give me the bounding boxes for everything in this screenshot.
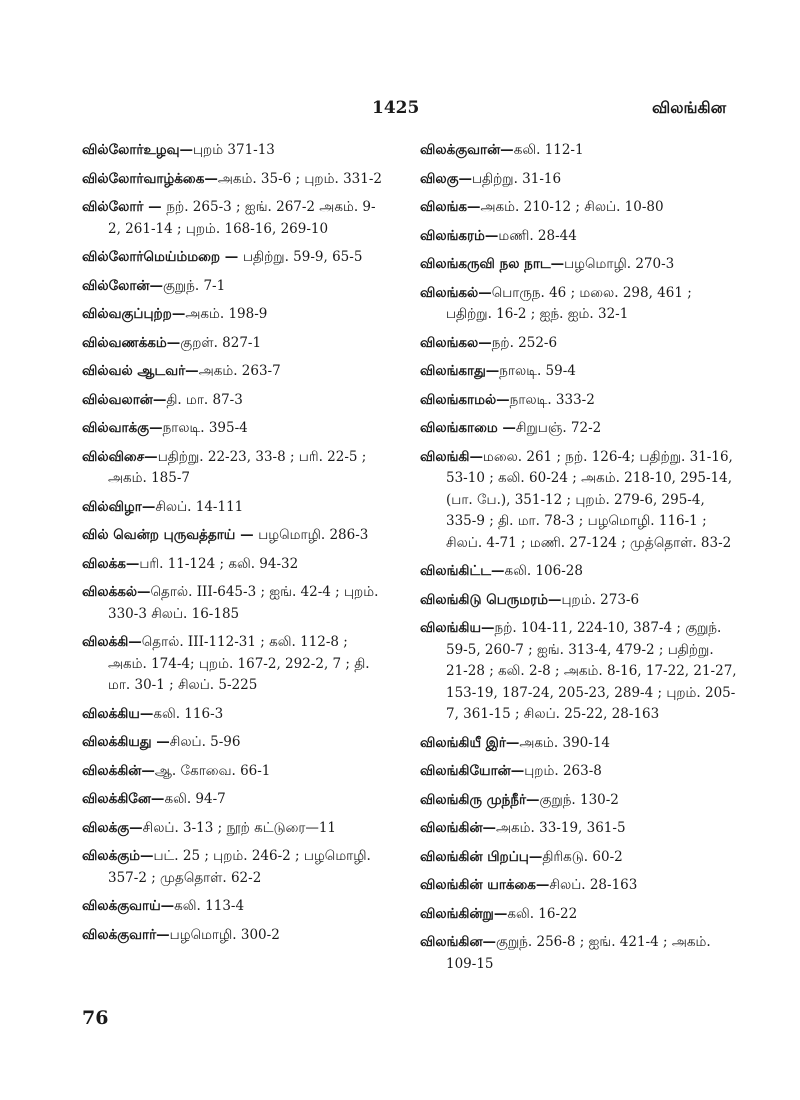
entry-headword: விலங்கிரு முந்நீர்— xyxy=(420,791,540,808)
index-entry xyxy=(420,733,738,755)
entry-headword: விலங்கின்று— xyxy=(420,905,508,922)
index-entry xyxy=(82,140,388,162)
entry-references: பதிற்று. 22-23, 33-8 ; பரி. 22-5 ; அகம். 185-7 xyxy=(108,448,367,486)
entry-headword: விலங்கிடு பெருமரம்— xyxy=(420,591,562,608)
entry-references: கலி. 116-3 xyxy=(153,705,224,722)
entry-headword: விலங்க— xyxy=(420,199,481,215)
entry-references: பதிற்று. 59-9, 65-5 xyxy=(243,249,363,265)
entry-headword: விலக்கியது — xyxy=(82,734,170,750)
index-entry xyxy=(82,169,388,191)
entry-references: திரிகடு. 60-2 xyxy=(542,848,623,865)
entry-references: நாலடி. 333-2 xyxy=(509,391,595,408)
entry-references: சிலப். 28-163 xyxy=(549,877,638,893)
entry-references: சிறுபஞ். 72-2 xyxy=(515,420,602,436)
entry-headword: வில்லோர்மெய்ம்மறை — xyxy=(82,249,243,265)
entry-headword: வில்வல் ஆடவர்— xyxy=(82,363,199,379)
index-entry xyxy=(420,932,738,975)
entry-headword: விலங்காது— xyxy=(420,363,500,379)
entry-headword: விலங்கின் பிறப்பு— xyxy=(420,848,543,865)
entry-references: புறம். 273-6 xyxy=(561,591,640,608)
entry-headword: விலங்கின்— xyxy=(420,820,497,836)
entry-references: நாலடி. 395-4 xyxy=(162,420,248,436)
entry-headword: விலக்குவான்— xyxy=(420,142,514,158)
entry-headword: விலங்கின— xyxy=(420,934,497,950)
index-entry xyxy=(420,618,738,726)
index-entry xyxy=(82,632,388,697)
index-entry xyxy=(420,818,738,840)
entry-references: தொல். III-645-3 ; ஐங். 42-4 ; புறம். 330-3 சிலப். 16-185 xyxy=(108,584,379,622)
entry-references: ஆ. கோவை. 66-1 xyxy=(154,762,271,779)
index-entry xyxy=(82,554,388,576)
index-entry xyxy=(420,254,738,276)
entry-references: நற். 252-6 xyxy=(491,334,558,351)
entry-references: அகம். 35-6 ; புறம். 331-2 xyxy=(217,170,382,187)
entry-references: பதிற்று. 31-16 xyxy=(471,170,562,187)
entry-headword: விலங்கல— xyxy=(420,334,492,351)
index-entry xyxy=(420,875,738,897)
entry-references: அகம். 210-12 ; சிலப். 10-80 xyxy=(480,199,664,215)
entry-headword: விலக்கின்— xyxy=(82,762,155,779)
entry-references: நற். 104-11, 224-10, 387-4 ; குறுந். 59-5, 260-7 ; ஐங். 313-4, 479-2 ; பதிற்று. 21-28 ; கலி. 2-8 ; அகம். 8-16, 17-22, 21-27, 153-19, 187-24, 205-23, 289-4 ; புறம். 205-7, 361-15 ; சிலப். 25-22, 28-163 xyxy=(446,620,737,722)
entry-headword: வில்விழா— xyxy=(82,498,156,515)
entry-headword: விலக்கும்— xyxy=(82,848,154,864)
entry-references: கலி. 106-28 xyxy=(504,563,583,579)
index-entry xyxy=(82,732,388,754)
entry-references: கலி. 113-4 xyxy=(174,898,245,914)
index-entry xyxy=(420,390,738,412)
index-entry xyxy=(82,390,388,412)
entry-references: நற். 265-3 ; ஐங். 267-2 அகம். 9-2, 261-14 ; புறம். 168-16, 269-10 xyxy=(108,199,376,237)
entry-headword: விலங்கி— xyxy=(420,448,483,465)
entry-headword: வில்வகுப்புற்ற— xyxy=(82,306,186,322)
entry-headword: வில்வலான்— xyxy=(82,391,167,408)
index-entry xyxy=(82,447,388,490)
index-entry xyxy=(420,140,738,162)
index-entry xyxy=(420,197,738,219)
index-entry xyxy=(82,497,388,519)
entry-headword: வில்லோர்வாழ்க்கை— xyxy=(82,170,218,187)
entry-headword: வில்லோர் — xyxy=(82,199,167,215)
index-entry xyxy=(420,418,738,440)
entry-headword: விலக்கி— xyxy=(82,634,142,650)
index-entry xyxy=(420,169,738,191)
entry-headword: விலங்காமல்— xyxy=(420,391,510,408)
entry-references: அகம். 263-7 xyxy=(198,363,281,379)
entry-references: தி. மா. 87-3 xyxy=(166,391,243,408)
entry-headword: விலக்கினே— xyxy=(82,791,165,807)
entry-references: புறம். 263-8 xyxy=(524,763,602,779)
index-entry xyxy=(420,333,738,355)
entry-references: பழமொழி. 286-3 xyxy=(258,527,369,543)
entry-references: கலி. 94-7 xyxy=(164,791,226,807)
index-entry xyxy=(82,197,388,240)
entry-references: பொருந. 46 ; மலை. 298, 461 ; பதிற்று. 16-2 ; ஐந். ஐம். 32-1 xyxy=(446,284,692,322)
entry-headword: விலக்கு— xyxy=(82,819,143,836)
entry-headword: விலக்கிய— xyxy=(82,705,154,722)
index-entry xyxy=(82,789,388,811)
entry-references: நாலடி. 59-4 xyxy=(499,363,576,379)
entry-headword: வில்விசை— xyxy=(82,448,158,465)
entry-references: அகம். 33-19, 361-5 xyxy=(496,820,626,836)
entry-headword: விலங்கல்— xyxy=(420,284,492,301)
entry-headword: விலக்கல்— xyxy=(82,584,151,600)
entry-headword: விலக்குவாய்— xyxy=(82,898,175,914)
entry-references: மலை. 261 ; நற். 126-4; பதிற்று. 31-16, 53-10 ; கலி. 60-24 ; அகம். 218-10, 295-14, (பா. பே.), 351-12 ; புறம். 279-6, 295-4, 335-9 ; தி. மா. 78-3 ; பழமொழி. 116-1 ; சிலப். 4-71 ; மணி. 27-124 ; முத்தொள். 83-2 xyxy=(446,448,733,551)
entry-headword: விலங்கிய— xyxy=(420,620,495,636)
entry-headword: விலங்காமை — xyxy=(420,420,516,436)
index-entry xyxy=(420,847,738,869)
page-number: 1425 xyxy=(372,98,420,118)
entry-references: குறுந். 7-1 xyxy=(163,277,226,294)
index-entry xyxy=(420,361,738,383)
entry-headword: விலங்கியோன்— xyxy=(420,763,525,779)
entry-headword: வில்வணக்கம்— xyxy=(82,334,181,351)
entry-references: தொல். III-112-31 ; கலி. 112-8 ; அகம். 174-4; புறம். 167-2, 292-2, 7 ; தி. மா. 30-1 ; சிலப். 5-225 xyxy=(108,634,370,693)
index-entry xyxy=(82,896,388,918)
index-entry xyxy=(420,283,738,326)
entry-references: சிலப். 3-13 ; நூற் கட்டுரை—11 xyxy=(142,819,337,836)
entry-references: கலி. 16-22 xyxy=(507,905,578,922)
entry-references: பழமொழி. 270-3 xyxy=(564,256,675,272)
index-entry xyxy=(420,226,738,248)
index-entry xyxy=(82,276,388,298)
index-entry xyxy=(82,846,388,889)
index-entry xyxy=(82,818,388,840)
entry-references: புறம் 371-13 xyxy=(193,142,275,158)
entry-headword: விலங்கியீ இர்— xyxy=(420,734,520,751)
entry-headword: வில்வாக்கு— xyxy=(82,420,163,436)
index-entry xyxy=(420,761,738,783)
index-entry xyxy=(420,561,738,583)
index-entry xyxy=(82,761,388,783)
index-entry xyxy=(82,304,388,326)
index-entry xyxy=(82,247,388,269)
entry-headword: விலங்கின் யாக்கை— xyxy=(420,877,550,893)
entry-headword: விலங்கரம்— xyxy=(420,227,499,244)
index-entry xyxy=(420,904,738,926)
entry-headword: விலங்கிட்ட— xyxy=(420,563,505,579)
index-entry xyxy=(420,447,738,555)
index-entry xyxy=(82,925,388,947)
entry-headword: விலக்க— xyxy=(82,555,140,572)
entry-references: அகம். 390-14 xyxy=(519,734,611,751)
entry-headword: விலகு— xyxy=(420,170,472,187)
left-column xyxy=(82,140,388,953)
index-entry xyxy=(82,361,388,383)
index-entry xyxy=(82,525,388,547)
entry-references: பழமொழி. 300-2 xyxy=(169,926,280,943)
index-entry xyxy=(82,333,388,355)
index-entry xyxy=(82,418,388,440)
entry-references: சிலப். 14-111 xyxy=(155,498,244,515)
right-column xyxy=(420,140,738,982)
entry-headword: வில்லோன்— xyxy=(82,277,163,294)
entry-headword: வில்லோர்உழவு— xyxy=(82,142,193,158)
entry-references: குறள். 827-1 xyxy=(180,334,262,351)
footer-page-number: 76 xyxy=(82,1007,109,1029)
entry-references: பட். 25 ; புறம். 246-2 ; பழமொழி. 357-2 ; முததொள். 62-2 xyxy=(108,848,371,886)
entry-references: குறுந். 256-8 ; ஐங். 421-4 ; அகம். 109-15 xyxy=(446,934,711,972)
index-entry xyxy=(82,704,388,726)
entry-headword: விலங்கருவி நல நாட— xyxy=(420,256,565,272)
index-entry xyxy=(420,790,738,812)
entry-headword: வில் வென்ற புருவத்தாய் — xyxy=(82,527,259,543)
index-entry xyxy=(82,582,388,625)
running-head: விலங்கின xyxy=(652,98,727,117)
entry-references: குறுந். 130-2 xyxy=(539,791,619,808)
entry-references: அகம். 198-9 xyxy=(185,306,268,322)
entry-references: மணி. 28-44 xyxy=(498,227,577,244)
entry-references: கலி. 112-1 xyxy=(513,142,584,158)
entry-references: பரி. 11-124 ; கலி. 94-32 xyxy=(139,555,299,572)
entry-references: சிலப். 5-96 xyxy=(169,734,241,750)
entry-headword: விலக்குவார்— xyxy=(82,926,170,943)
index-entry xyxy=(420,590,738,612)
